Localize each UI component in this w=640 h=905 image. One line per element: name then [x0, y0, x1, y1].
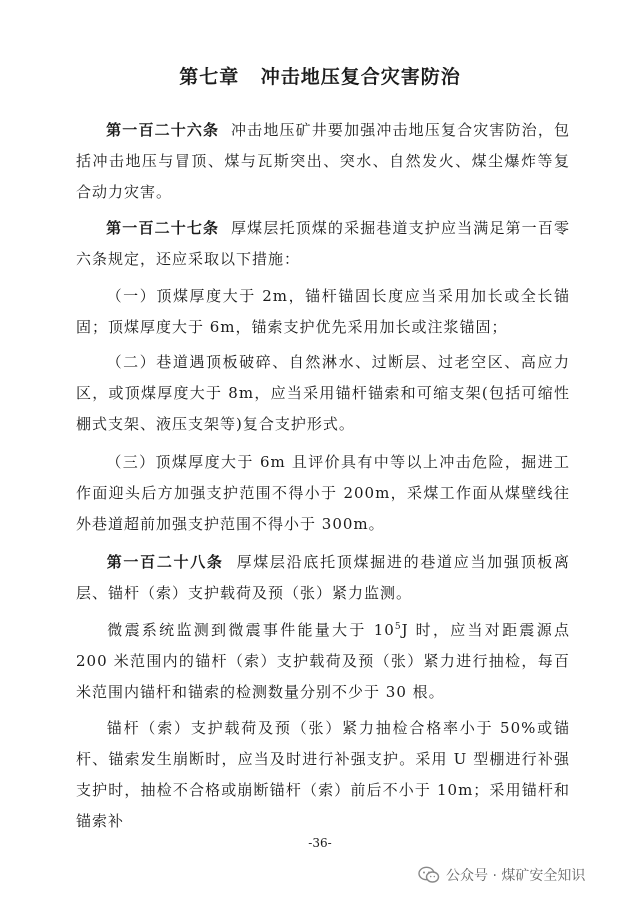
article-label: 第一百二十六条 [106, 121, 220, 139]
clause-text: （二）巷道遇顶板破碎、自然淋水、过断层、过老空区、高应力区，或顶煤厚度大于 8m，应当采用锚杆锚索和可缩支架(包括可缩性棚式支架、液压支架等)复合支护形式。 [76, 353, 570, 433]
wechat-icon [418, 866, 440, 884]
article-label: 第一百二十七条 [106, 219, 220, 237]
clause-1 [76, 281, 570, 343]
watermark [418, 865, 585, 885]
article-126 [76, 115, 570, 208]
article-text: 厚煤层托顶煤的采掘巷道支护应当满足第一百零六条规定，还应采取以下措施： [76, 219, 570, 268]
article-128 [76, 547, 570, 609]
clause-text: （三）顶煤厚度大于 6m 且评价具有中等以上冲击危险，掘进工作面迎头后方加强支护范围不得小于 200m，采煤工作面从煤壁线往外巷道超前加强支护范围不得小于 300m。 [76, 453, 570, 533]
paragraph-text-a: 微震系统监测到微震事件能量大于 10 [106, 621, 395, 639]
microseismic-paragraph [76, 615, 570, 708]
clause-text: （一）顶煤厚度大于 2m，锚杆锚固长度应当采用加长或全长锚固；顶煤厚度大于 6m，锚索支护优先采用加长或注浆锚固； [76, 287, 570, 336]
reinforcement-paragraph [76, 713, 570, 837]
article-text: 冲击地压矿井要加强冲击地压复合灾害防治，包括冲击地压与冒顶、煤与瓦斯突出、突水、自然发火、煤尘爆炸等复合动力灾害。 [76, 121, 570, 201]
clause-3 [76, 447, 570, 540]
chapter-title: 第七章 冲击地压复合灾害防治 [179, 66, 461, 88]
article-127 [76, 213, 570, 275]
page-number: -36- [308, 836, 332, 850]
watermark-text: 公众号 · 煤矿安全知识 [446, 868, 586, 884]
paragraph-text: 锚杆（索）支护载荷及预（张）紧力抽检合格率小于 50%或锚杆、锚索发生崩断时，应当及时进行补强支护。采用 U 型棚进行补强支护时，抽检不合格或崩断锚杆（索）前后不小于 10m；采用锚杆和锚索补 [76, 719, 570, 830]
article-text: 厚煤层沿底托顶煤掘进的巷道应当加强顶板离层、锚杆（索）支护载荷及预（张）紧力监测。 [76, 553, 570, 602]
exponent: 5 [394, 622, 402, 632]
article-label: 第一百二十八条 [106, 553, 224, 571]
clause-2 [76, 347, 570, 440]
paragraph-text-b: J 时，应当对距震源点 200 米范围内的锚杆（索）支护载荷及预（张）紧力进行抽检，每百米范围内锚杆和锚索的检测数量分别不少于 30 根。 [76, 621, 570, 701]
